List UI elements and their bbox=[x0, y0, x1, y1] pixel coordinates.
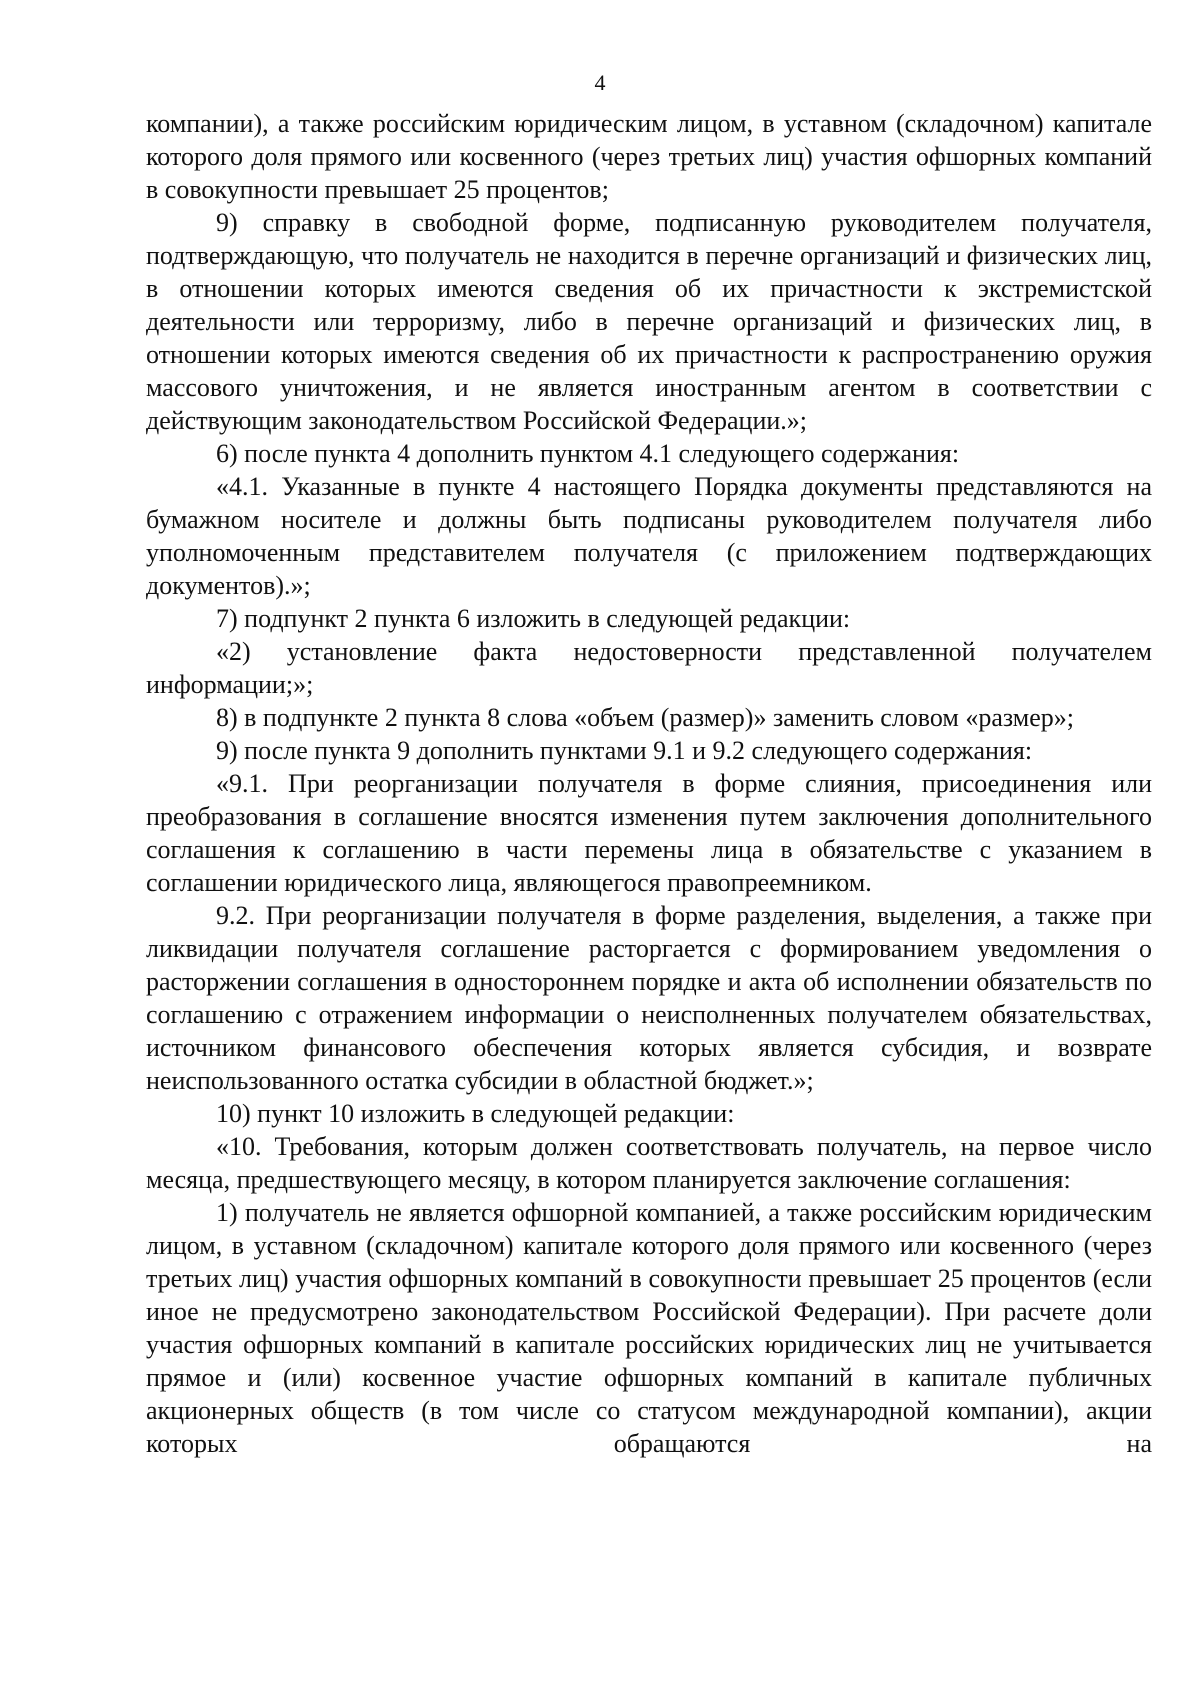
paragraph: «4.1. Указанные в пункте 4 настоящего Порядка документы представляются на бумажном носителе и должны быть подписаны руководителем получателя либо уполномоченным представителем получателя (с приложением подтверждающих документов).»; bbox=[146, 472, 1152, 600]
paragraph: 1) получатель не является офшорной компанией, а также российским юридическим лицом, в уставном (складочном) капитале которого доля прямого или косвенного (через третьих лиц) участия офшорных компаний в совокупности превышает 25 процентов (если иное не предусмотрено законодательством Российской Федерации). При расчете доли участия офшорных компаний в капитале российских юридических лиц не учитывается прямое и (или) косвенное участие офшорных компаний в капитале публичных акционерных обществ (в том числе со статусом международной компании), акции которых обращаются на bbox=[146, 1198, 1152, 1458]
paragraph: компании), а также российским юридическим лицом, в уставном (складочном) капитале которого доля прямого или косвенного (через третьих лиц) участия офшорных компаний в совокупности превышает 25 процентов; bbox=[146, 109, 1152, 204]
paragraph: «10. Требования, которым должен соответствовать получатель, на первое число месяца, предшествующего месяцу, в котором планируется заключение соглашения: bbox=[146, 1132, 1152, 1194]
paragraph: «2) установление факта недостоверности представленной получателем информации;»; bbox=[146, 637, 1152, 699]
paragraph: 7) подпункт 2 пункта 6 изложить в следующей редакции: bbox=[216, 604, 851, 633]
paragraph: «9.1. При реорганизации получателя в форме слияния, присоединения или преобразования в соглашение вносятся изменения путем заключения дополнительного соглашения к соглашению в части перемены лица в обязательстве с указанием в соглашении юридического лица, являющегося правопреемником. bbox=[146, 769, 1152, 897]
paragraph: 9.2. При реорганизации получателя в форме разделения, выделения, а также при ликвидации получателя соглашение расторгается с формированием уведомления о расторжении соглашения в одностороннем порядке и акта об исполнении обязательств по соглашению с отражением информации о неисполненных получателем обязательствах, источником финансового обеспечения которых является субсидия, и возврате неиспользованного остатка субсидии в областной бюджет.»; bbox=[146, 901, 1152, 1095]
paragraph: 10) пункт 10 изложить в следующей редакции: bbox=[216, 1099, 735, 1128]
document-body bbox=[146, 107, 1152, 1460]
paragraph: 9) справку в свободной форме, подписанную руководителем получателя, подтверждающую, что получатель не находится в перечне организаций и физических лиц, в отношении которых имеются сведения об их причастности к экстремистской деятельности или терроризму, либо в перечне организаций и физических лиц, в отношении которых имеются сведения об их причастности к распространению оружия массового уничтожения, и не является иностранным агентом в соответствии с действующим законодательством Российской Федерации.»; bbox=[146, 208, 1152, 435]
paragraph: 9) после пункта 9 дополнить пунктами 9.1 и 9.2 следующего содержания: bbox=[216, 736, 1033, 765]
paragraph: 6) после пункта 4 дополнить пунктом 4.1 следующего содержания: bbox=[216, 439, 960, 468]
paragraph: 8) в подпункте 2 пункта 8 слова «объем (размер)» заменить словом «размер»; bbox=[216, 703, 1075, 732]
page-number: 4 bbox=[594, 70, 606, 95]
